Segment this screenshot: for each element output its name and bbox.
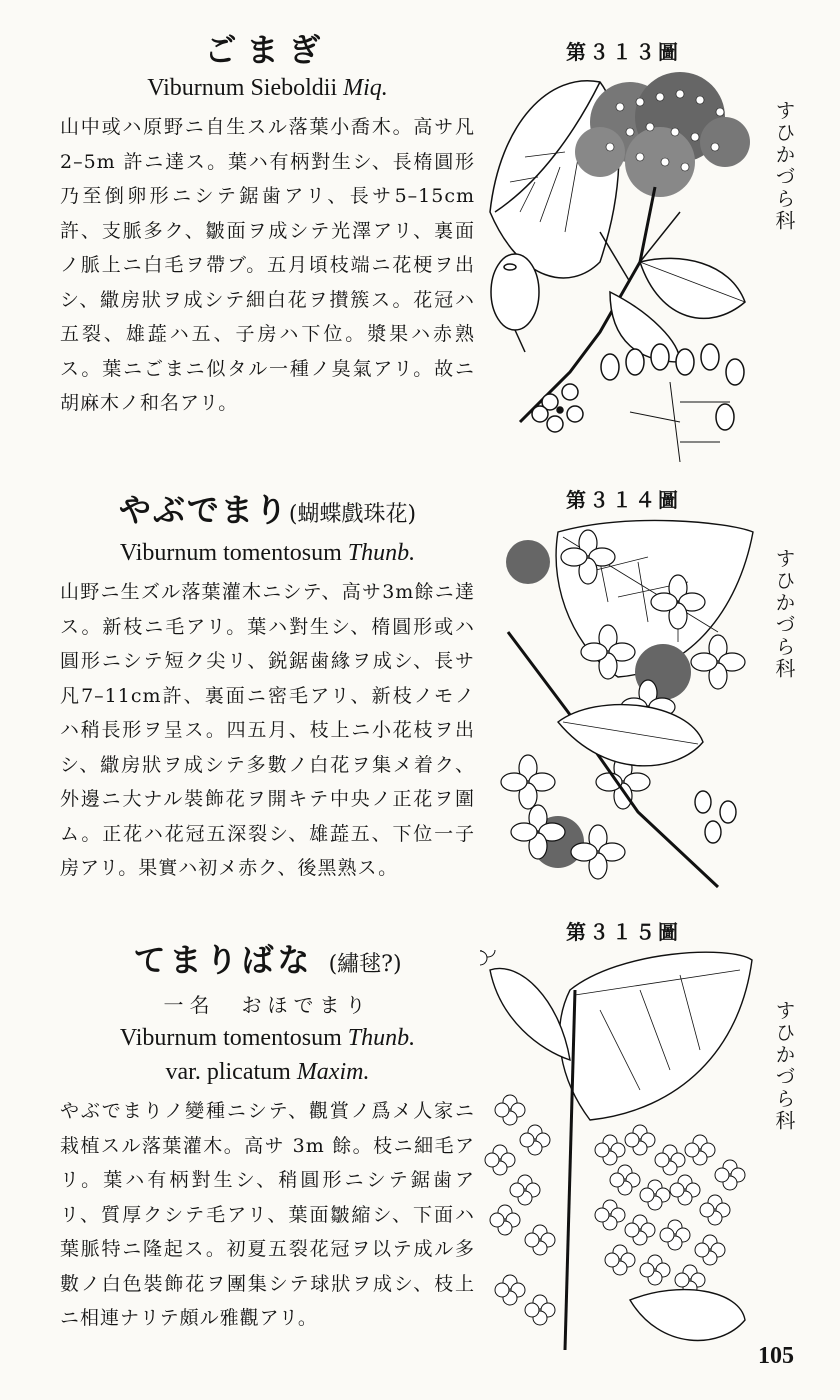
figure-label-314: 第３１４圖 (566, 488, 681, 512)
entry-title (60, 940, 475, 985)
figure-label-313: 第３１３圖 (566, 40, 681, 64)
scientific-name (60, 1022, 475, 1054)
authority: Thunb. (347, 1025, 416, 1051)
scientific-name (60, 72, 475, 104)
title-kana: てまりばな (133, 941, 314, 979)
alias-name: 一名 おほでまり (163, 993, 372, 1017)
illustration-temaribana (480, 950, 760, 1355)
title-kana: やぶでまり (118, 491, 289, 529)
title-kanji: (蝴蝶戲珠花) (288, 502, 417, 527)
family-label: すひかづら科 (772, 100, 796, 232)
description: 山野ニ生ズル落葉灌木ニシテ、高サ3m餘ニ達ス。新枝ニ毛アリ。葉ハ對生シ、楕圓形或ハ圓形ニシテ短ク尖リ、鋭鋸歯緣ヲ成シ、長サ凡7–11cm許、裏面ニ密毛アリ、新枝ノモノハ稍長形ヲ呈ス。四五月、枝上ニ小花枝ヲ出シ、繖房狀ヲ成シテ多數ノ白花ヲ集メ着ク、外邊ニ大ナル裝飾花ヲ開キテ中央ノ正花ヲ圍ム。正花ハ花冠五深裂シ、雄蕋五、下位一子房アリ。果實ハ初メ赤ク、後黑熟ス。 (60, 581, 475, 879)
figure-label-315: 第３１５圖 (566, 920, 681, 944)
description: 山中或ハ原野ニ自生スル落葉小喬木。高サ凡 2–5m 許ニ達ス。葉ハ有柄對生シ、長楕圓形乃至倒卵形ニシテ鋸歯アリ、長サ5–15cm許、支脈多ク、皺面ヲ成シテ光澤アリ、裏面ノ脈上ニ白毛ヲ帶ブ。五月頃枝端ニ花梗ヲ出シ、繖房狀ヲ成シテ細白花ヲ攅簇ス。花冠ハ五裂、雄蕋ハ五、子房ハ下位。漿果ハ赤熟ス。葉ニごまニ似タル一種ノ臭氣アリ。故ニ胡麻木ノ和名アリ。 (60, 116, 475, 414)
scientific-name (60, 537, 475, 569)
page-number: 105 (758, 1343, 794, 1369)
variety-authority: Maxim. (296, 1059, 370, 1085)
entry-yabudemari (60, 490, 475, 886)
entry-title (60, 490, 475, 535)
illustration-yabudemari (488, 512, 758, 897)
scientific-variety (60, 1056, 475, 1088)
title-kana: ごまぎ (204, 31, 331, 69)
species-name: Viburnum Sieboldii (147, 75, 338, 101)
family-label: すひかづら科 (772, 1000, 796, 1132)
family-label: すひかづら科 (772, 548, 796, 680)
variety-name: var. plicatum (165, 1059, 291, 1085)
species-name: Viburnum tomentosum (119, 1025, 342, 1051)
entry-title (60, 30, 475, 70)
authority: Miq. (343, 75, 388, 101)
entry-gomagi (60, 30, 475, 421)
species-name: Viburnum tomentosum (119, 540, 342, 566)
illustration-gomagi (480, 62, 755, 462)
authority: Thunb. (347, 540, 416, 566)
description: やぶでまりノ變種ニシテ、觀賞ノ爲メ人家ニ栽植スル落葉灌木。高サ 3m 餘。枝ニ細毛アリ。葉ハ有柄對生シ、稍圓形ニシテ鋸歯アリ、質厚クシテ毛アリ、葉面皺縮シ、下面ハ葉脈特ニ隆起ス。初夏五裂花冠ヲ以テ成ル多數ノ白色裝飾花ヲ團集シテ球狀ヲ成シ、枝上ニ相連ナリテ頗ル雅觀アリ。 (60, 1100, 475, 1329)
entry-temaribana (60, 940, 475, 1336)
title-kanji: (繡毬?) (328, 952, 402, 977)
